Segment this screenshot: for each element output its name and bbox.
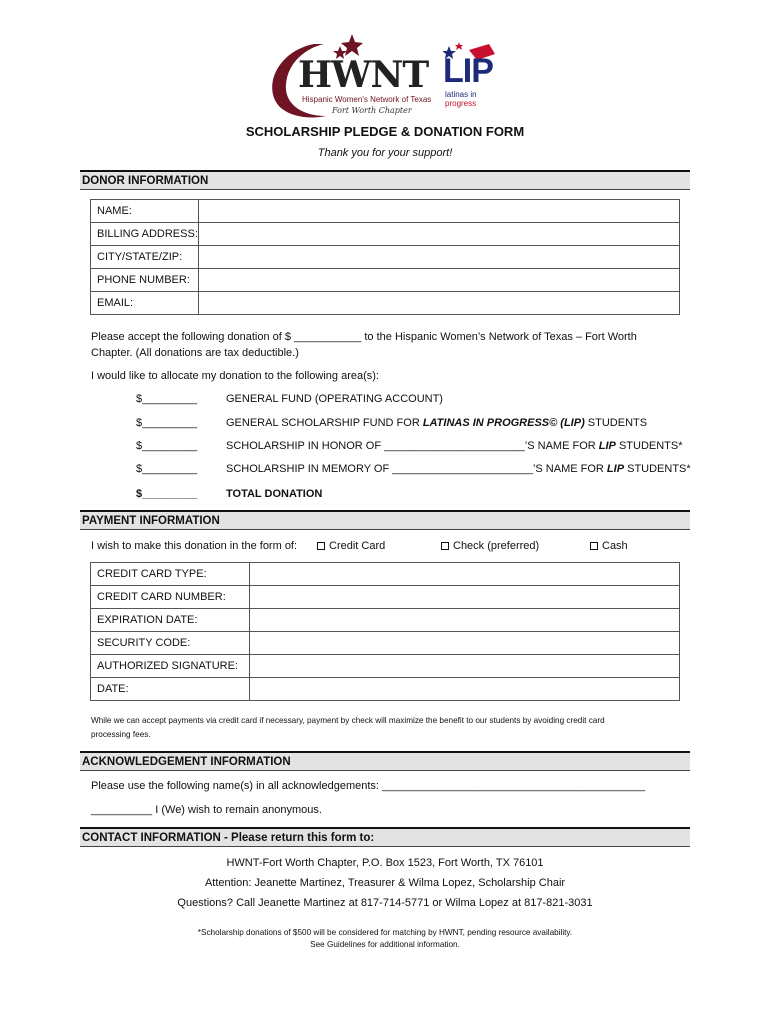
phone-field[interactable] bbox=[199, 269, 680, 292]
contact-section-header: CONTACT INFORMATION - Please return this form to: bbox=[80, 827, 690, 847]
card-type-field[interactable] bbox=[250, 563, 680, 586]
allocation-label: GENERAL FUND (OPERATING ACCOUNT) bbox=[226, 393, 443, 405]
payment-section-header: PAYMENT INFORMATION bbox=[80, 510, 690, 530]
amount-blank[interactable]: $_________ bbox=[136, 393, 198, 405]
cash-checkbox[interactable] bbox=[590, 542, 598, 550]
credit-card-label: Credit Card bbox=[329, 540, 386, 552]
signature-label: AUTHORIZED SIGNATURE: bbox=[91, 655, 250, 678]
donor-section-header: DONOR INFORMATION bbox=[80, 170, 690, 190]
payment-note-1: While we can accept payments via credit card if necessary, payment by check will maximize the benefit to our students by avoiding credit card bbox=[91, 716, 605, 725]
date-label: DATE: bbox=[91, 678, 250, 701]
card-type-label: CREDIT CARD TYPE: bbox=[91, 563, 250, 586]
check-label: Check (preferred) bbox=[453, 540, 540, 552]
security-code-field[interactable] bbox=[250, 632, 680, 655]
payment-row bbox=[91, 586, 680, 609]
donor-row bbox=[91, 246, 680, 269]
city-state-zip-field[interactable] bbox=[199, 246, 680, 269]
donor-row bbox=[91, 292, 680, 315]
form-title: SCHOLARSHIP PLEDGE & DONATION FORM bbox=[245, 124, 525, 139]
donor-fields-table bbox=[90, 199, 680, 315]
billing-address-field[interactable] bbox=[199, 223, 680, 246]
city-state-zip-label: CITY/STATE/ZIP: bbox=[91, 246, 199, 269]
payment-fields-table bbox=[90, 562, 680, 701]
donor-row bbox=[91, 200, 680, 223]
expiration-label: EXPIRATION DATE: bbox=[91, 609, 250, 632]
name-field[interactable] bbox=[199, 200, 680, 223]
contact-address: HWNT-Fort Worth Chapter, P.O. Box 1523, Fort Worth, TX 76101 bbox=[226, 857, 544, 869]
signature-field[interactable] bbox=[250, 655, 680, 678]
ack-section-header: ACKNOWLEDGEMENT INFORMATION bbox=[80, 751, 690, 771]
check-option[interactable] bbox=[441, 540, 539, 552]
payment-row bbox=[91, 655, 680, 678]
expiration-field[interactable] bbox=[250, 609, 680, 632]
card-number-label: CREDIT CARD NUMBER: bbox=[91, 586, 250, 609]
allocation-honor bbox=[136, 440, 683, 452]
name-label: NAME: bbox=[91, 200, 199, 223]
check-checkbox[interactable] bbox=[441, 542, 449, 550]
contact-attention: Attention: Jeanette Martinez, Treasurer & Wilma Lopez, Scholarship Chair bbox=[204, 877, 566, 889]
hwnt-chapter: Fort Worth Chapter bbox=[332, 106, 412, 115]
cash-option[interactable] bbox=[590, 540, 628, 552]
accept-text-2: Chapter. (All donations are tax deductible.) bbox=[91, 347, 299, 359]
amount-blank[interactable]: $_________ bbox=[136, 463, 198, 475]
contact-questions: Questions? Call Jeanette Martinez at 817-714-5771 or Wilma Lopez at 817-821-3031 bbox=[177, 897, 593, 909]
allocation-lip-fund bbox=[136, 417, 648, 429]
email-field[interactable] bbox=[199, 292, 680, 315]
allocation-general-fund bbox=[136, 393, 443, 405]
donor-row bbox=[91, 223, 680, 246]
anonymous-line[interactable]: __________ I (We) wish to remain anonymous. bbox=[91, 804, 322, 816]
total-label: TOTAL DONATION bbox=[226, 488, 323, 500]
amount-blank[interactable]: $_________ bbox=[136, 440, 198, 452]
allocation-label: GENERAL SCHOLARSHIP FUND FOR LATINAS IN PROGRESS© (LIP) STUDENTS bbox=[226, 417, 648, 429]
form-subtitle: Thank you for your support! bbox=[317, 147, 453, 159]
credit-card-checkbox[interactable] bbox=[317, 542, 325, 550]
email-label: EMAIL: bbox=[91, 292, 199, 315]
lip-sub2: progress bbox=[445, 99, 477, 108]
amount-blank[interactable]: $_________ bbox=[136, 417, 198, 429]
lip-sub1: latinas in bbox=[445, 90, 477, 99]
allocate-text: I would like to allocate my donation to the following area(s): bbox=[91, 370, 379, 382]
hwnt-wordmark: HWNT bbox=[298, 54, 429, 96]
footnote-2: See Guidelines for additional information. bbox=[310, 940, 460, 949]
payment-row bbox=[91, 678, 680, 701]
payment-row bbox=[91, 609, 680, 632]
payment-note-2: processing fees. bbox=[91, 730, 151, 739]
security-code-label: SECURITY CODE: bbox=[91, 632, 250, 655]
allocation-label: SCHOLARSHIP IN HONOR OF _______________________’S NAME FOR LIP STUDENTS* bbox=[226, 440, 683, 452]
ack-names-line[interactable]: Please use the following name(s) in all acknowledgements: ___________________________________________ bbox=[91, 780, 646, 792]
donor-row bbox=[91, 269, 680, 292]
hwnt-subtitle: Hispanic Women's Network of Texas bbox=[302, 95, 432, 104]
lip-wordmark: LIP bbox=[443, 52, 493, 90]
hwnt-logo bbox=[262, 32, 442, 122]
credit-card-option[interactable] bbox=[317, 540, 385, 552]
payment-row bbox=[91, 632, 680, 655]
total-amount-blank[interactable]: $_________ bbox=[136, 488, 198, 500]
date-field[interactable] bbox=[250, 678, 680, 701]
payment-row bbox=[91, 563, 680, 586]
phone-label: PHONE NUMBER: bbox=[91, 269, 199, 292]
billing-address-label: BILLING ADDRESS: bbox=[91, 223, 199, 246]
lip-logo bbox=[443, 42, 503, 112]
accept-text-1: Please accept the following donation of $ ___________ to the Hispanic Women’s Network of Texas – Fort Worth bbox=[91, 331, 637, 343]
allocation-memory bbox=[136, 463, 691, 475]
card-number-field[interactable] bbox=[250, 586, 680, 609]
allocation-label: SCHOLARSHIP IN MEMORY OF _______________________’S NAME FOR LIP STUDENTS* bbox=[226, 463, 691, 475]
footnote-1: *Scholarship donations of $500 will be considered for matching by HWNT, pending resource availability. bbox=[197, 928, 573, 937]
allocation-total bbox=[136, 488, 323, 500]
cash-label: Cash bbox=[602, 540, 628, 552]
payment-intro: I wish to make this donation in the form of: bbox=[91, 540, 298, 552]
